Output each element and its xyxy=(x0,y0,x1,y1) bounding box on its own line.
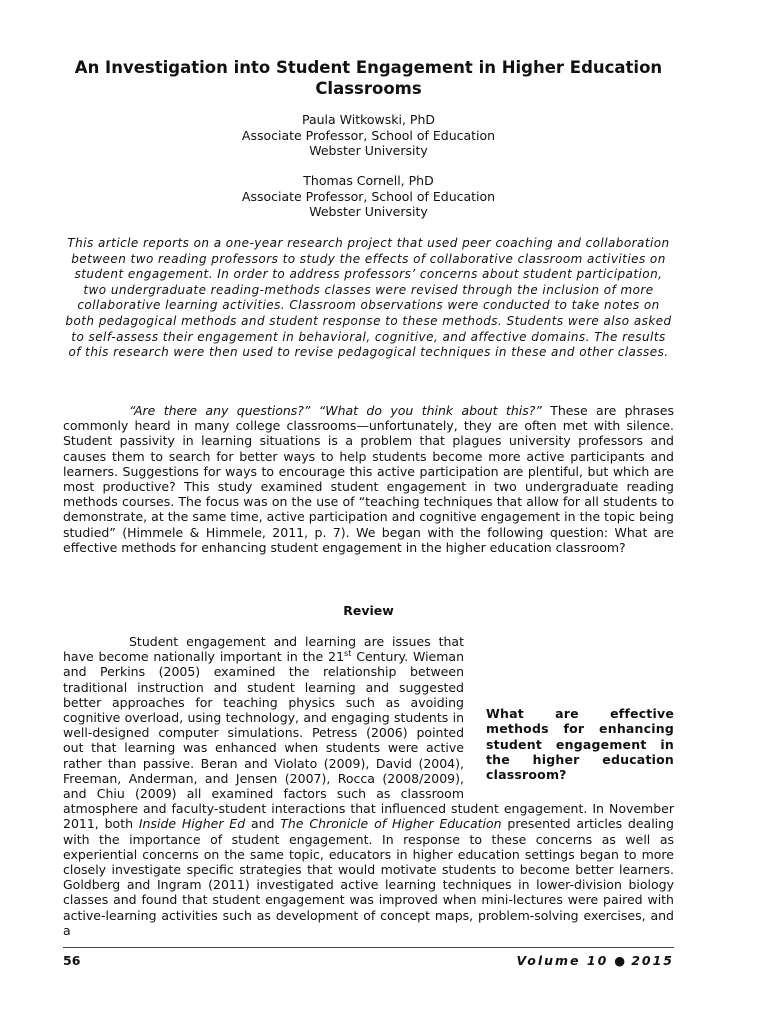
intro-text: These are phrases commonly heard in many college classrooms—unfortunately, they are often met with silence. Student passivity in learning situations is a problem that plagues university professors and causes them to search for better ways to help students become more active participants and learners. Suggestions for ways to encourage this active participation are plentiful, but which are most productive? This study examined student engagement in two undergraduate reading methods courses. The focus was on the use of “teaching techniques that allow for all students to demonstrate, at the same time, active participation and cognitive engagement in the topic being studied” (Himmele & Himmele, 2011, p. 7). We began with the following question: What are effective methods for enhancing student engagement in the higher education classroom? xyxy=(63,403,674,555)
intro-quote: “Are there any questions?” “What do you think about this?” xyxy=(129,403,542,418)
review-text-2: Century. Wieman and Perkins (2005) examined the relationship between traditional instruction and student learning and suggested better approaches for teaching physics such as avoiding cognitive overload, using technology, and engaging students in well-designed computer simulations. Petress (2006) pointed out that learning was enhanced when students were active rather than passive. Beran and Violato (2009), David (2004), Freeman, Anderman, and Jensen (2007), Rocca (2008/2009), and Chiu (2009) all examined factors such as classroom atmosphere and faculty-student interactions that influenced student engagement. In November 2011, both xyxy=(63,649,674,832)
volume-label: Volume 10 xyxy=(516,953,609,968)
abstract: This article reports on a one-year research project that used peer coaching and collaboration between two reading professors to study the effects of collaborative classroom activities on student engagement. In order to address professors’ concerns about student participation, two undergraduate reading-methods classes were revised through the inclusion of more collaborative learning activities. Classroom observations were conducted to take notes on both pedagogical methods and student response to these methods. Students were also asked to self-assess their engagement in behavioral, cognitive, and affective domains. The results of this research were then used to revise pedagogical techniques in these and other classes. xyxy=(65,236,672,360)
volume-info xyxy=(516,953,674,968)
footer-divider xyxy=(63,947,674,948)
review-text-3: presented articles dealing with the importance of student engagement. In response to these concerns as well as experiential concerns on the same topic, educators in higher education settings began to more closely investigate specific strategies that would motivate students to become better learners. Goldberg and Ingram (2011) investigated active learning techniques in lower-division biology classes and found that student engagement was improved when mini-lectures were paired with active-learning activities such as development of concept maps, problem-solving exercises, and a xyxy=(63,816,674,938)
author-affiliation: Webster University xyxy=(309,204,428,219)
author-name: Thomas Cornell, PhD xyxy=(303,173,434,188)
author-position: Associate Professor, School of Education xyxy=(241,127,496,143)
author-name: Paula Witkowski, PhD xyxy=(301,112,436,127)
review-text-1: Student engagement and learning are issues that have become nationally important in the 21 xyxy=(63,634,464,665)
review-paragraph xyxy=(63,634,674,938)
pull-quote: What are effective methods for enhancing student engagement in the higher education classroom? xyxy=(486,706,674,783)
page-number: 56 xyxy=(63,953,81,968)
ordinal-superscript: st xyxy=(344,649,352,659)
volume-year: 2015 xyxy=(631,953,674,968)
journal-title-chronicle: The Chronicle of Higher Education xyxy=(280,816,502,832)
bullet-separator-icon: ● xyxy=(614,953,626,968)
author-block-1 xyxy=(63,112,674,159)
section-heading-review: Review xyxy=(343,603,394,618)
author-block-2 xyxy=(63,173,674,220)
journal-title-inside-higher-ed: Inside Higher Ed xyxy=(138,816,246,832)
article-title: An Investigation into Student Engagement in Higher Education Classrooms xyxy=(74,58,663,98)
author-affiliation: Webster University xyxy=(309,143,428,158)
review-conjunction: and xyxy=(245,816,281,832)
intro-paragraph xyxy=(63,403,674,555)
author-position: Associate Professor, School of Education xyxy=(241,188,496,204)
